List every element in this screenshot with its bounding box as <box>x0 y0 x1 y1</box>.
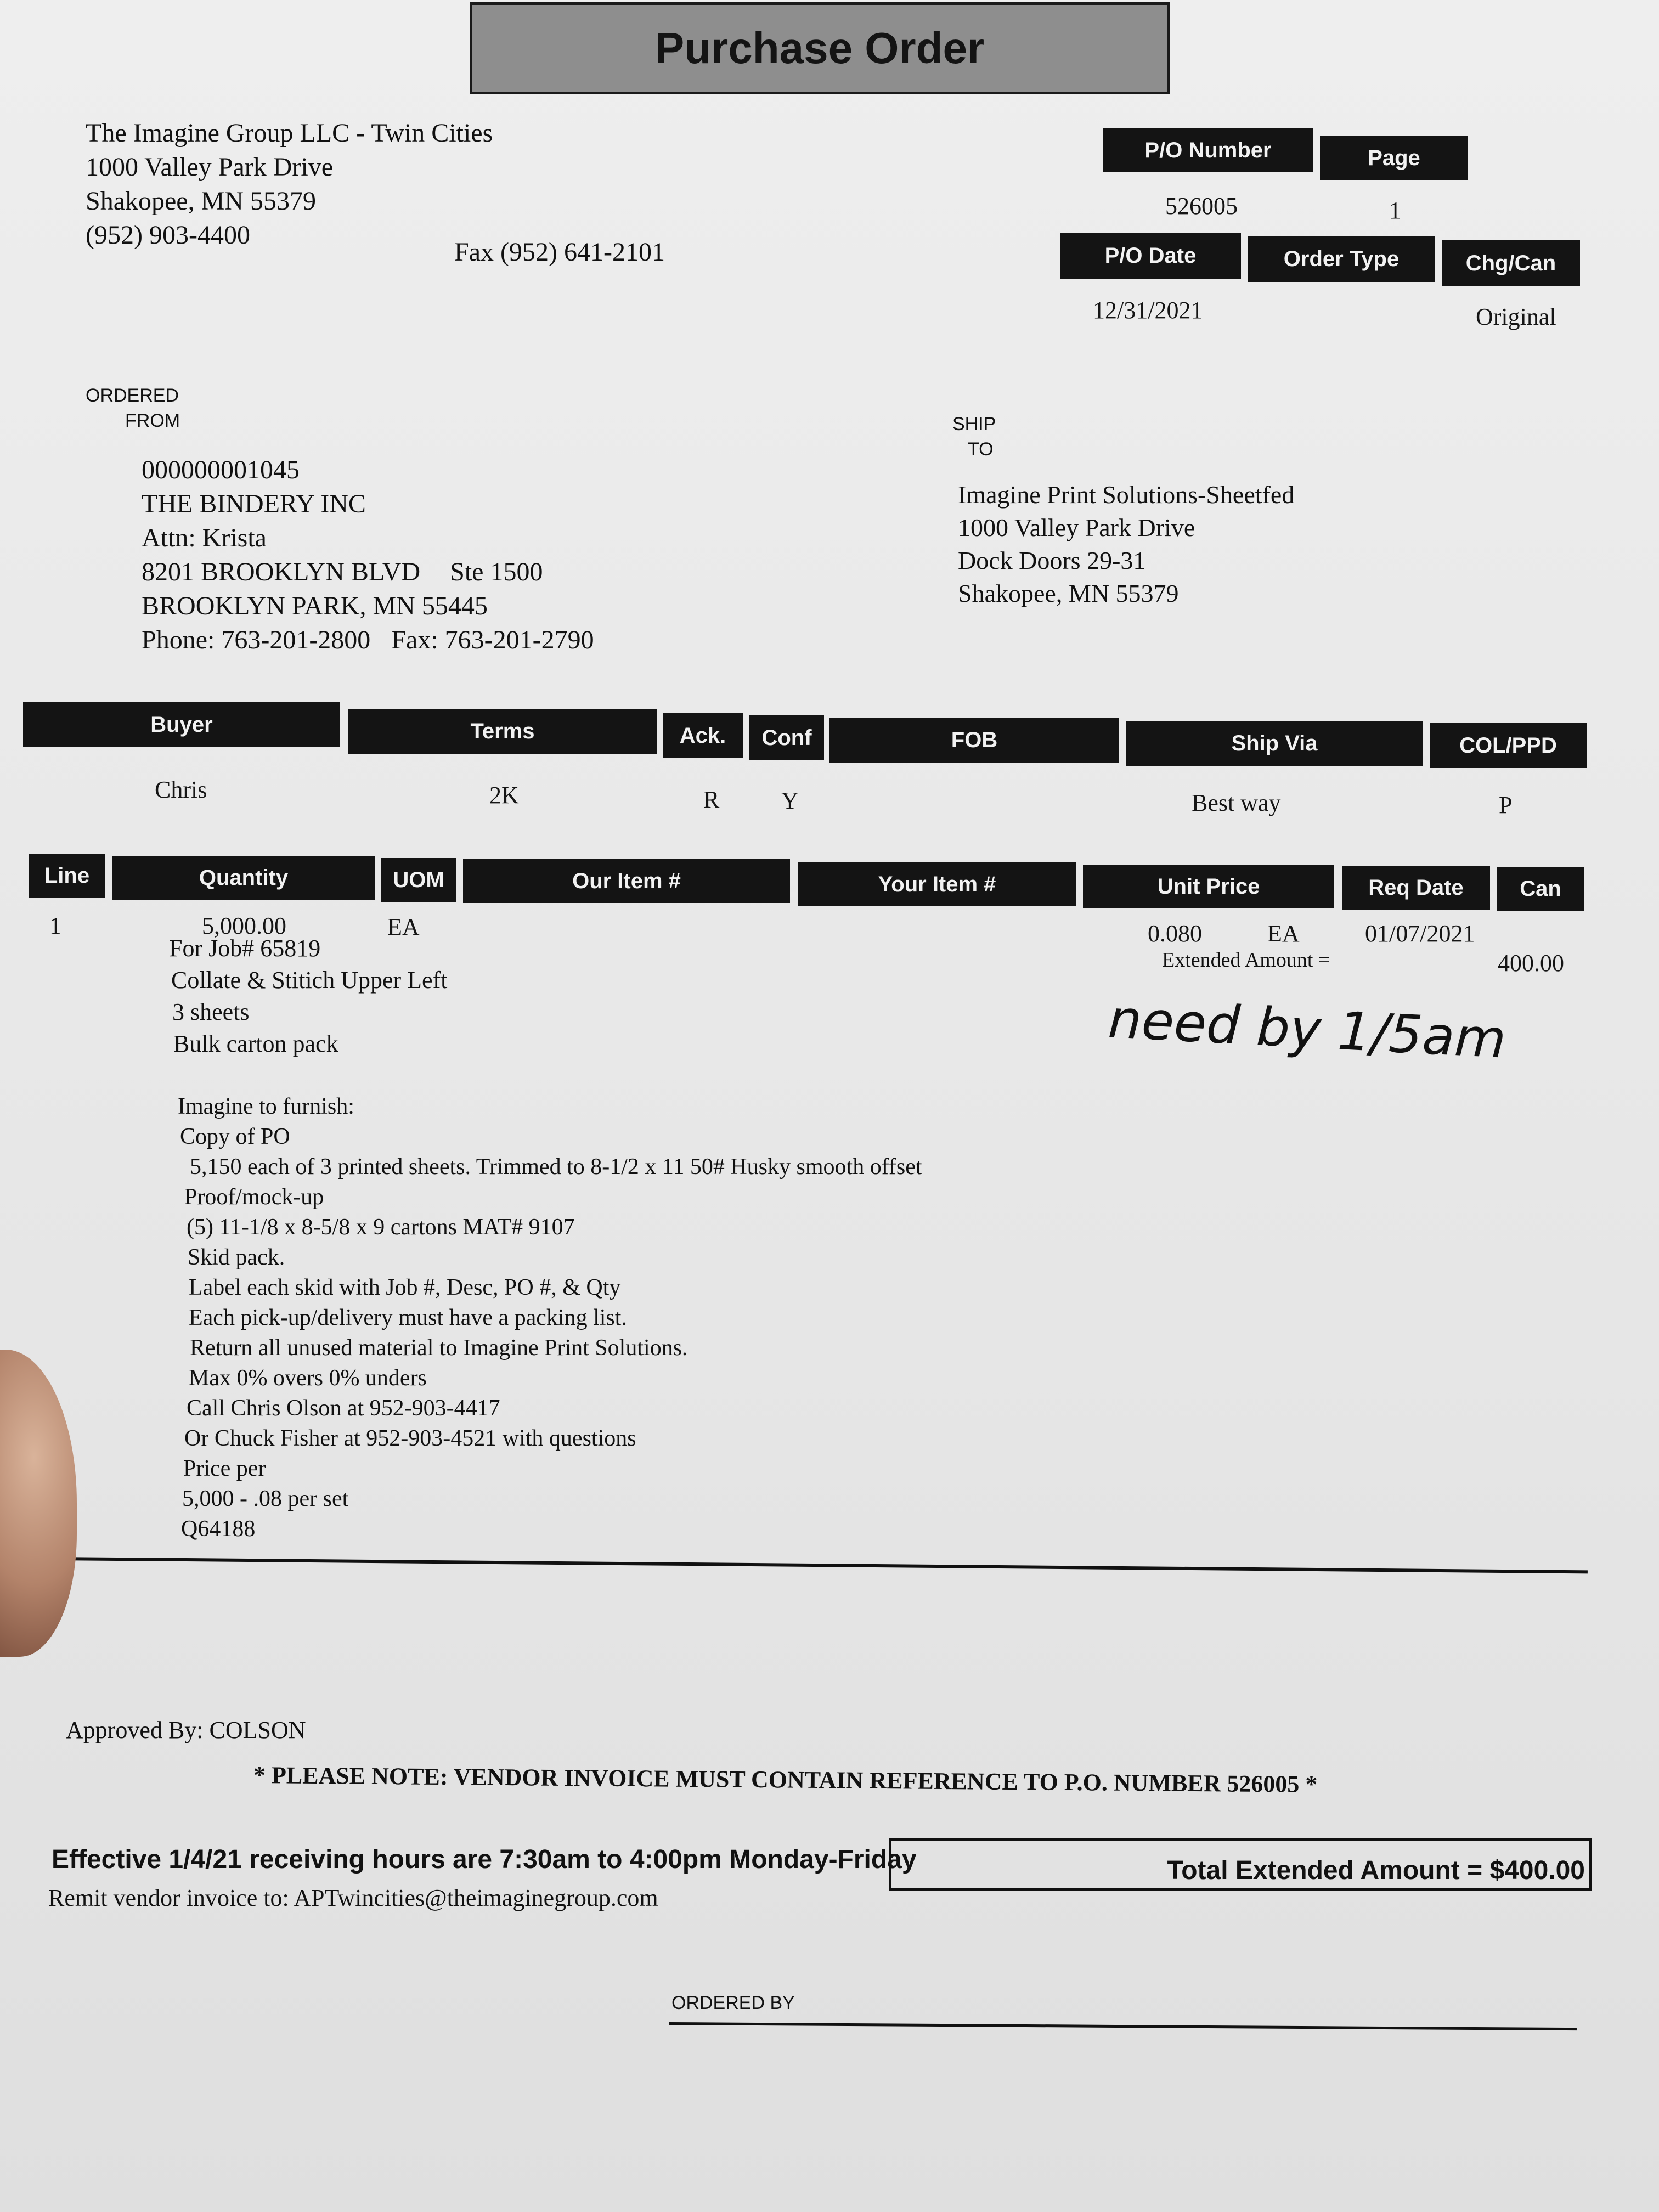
description-line: For Job# 65819 <box>169 935 321 962</box>
ship-to-city: Shakopee, MN 55379 <box>958 579 1179 607</box>
thumb-holding-paper <box>0 1350 77 1657</box>
ordered-label: ORDERED <box>86 385 179 406</box>
unit-price-header: Unit Price <box>1083 865 1334 909</box>
company-fax: Fax (952) 641-2101 <box>454 238 665 267</box>
furnish-line: 5,150 each of 3 printed sheets. Trimmed to 8-1/2 x 11 50# Husky smooth offset <box>190 1154 922 1180</box>
req-date-header: Req Date <box>1342 866 1490 910</box>
vendor-suite: Ste 1500 <box>450 557 543 586</box>
furnish-line: Copy of PO <box>180 1124 290 1149</box>
handwritten-note: need by 1/5am <box>1107 988 1508 1070</box>
vendor-attn: Attn: Krista <box>142 523 267 552</box>
furnish-line: 5,000 - .08 per set <box>182 1486 349 1511</box>
col-ppd-value: P <box>1499 792 1513 819</box>
furnish-line: Or Chuck Fisher at 952-903-4521 with questions <box>184 1426 636 1451</box>
furnish-line: (5) 11-1/8 x 8-5/8 x 9 cartons MAT# 9107 <box>187 1215 575 1240</box>
company-address <box>86 116 493 252</box>
vendor-city: BROOKLYN PARK, MN 55445 <box>142 591 488 620</box>
vendor-street-line <box>142 555 594 589</box>
conf-value: Y <box>781 787 799 814</box>
our-item-header: Our Item # <box>463 859 790 903</box>
buyer-value: Chris <box>155 776 207 803</box>
furnish-line: Each pick-up/delivery must have a packing list. <box>189 1305 627 1330</box>
ordered-by-label: ORDERED BY <box>672 1993 795 2013</box>
can-header: Can <box>1497 867 1584 911</box>
document-title: Purchase Order <box>470 2 1170 94</box>
buyer-header: Buyer <box>23 702 340 747</box>
total-extended-amount-text: Total Extended Amount = $400.00 <box>1167 1856 1585 1885</box>
description-line: 3 sheets <box>172 998 250 1025</box>
furnish-line: Max 0% overs 0% unders <box>189 1365 427 1391</box>
company-city: Shakopee, MN 55379 <box>86 187 316 216</box>
po-number-value: 526005 <box>1165 193 1238 219</box>
furnish-line: Return all unused material to Imagine Print Solutions. <box>190 1335 688 1361</box>
vendor-street: 8201 BROOKLYN BLVD <box>142 557 421 586</box>
company-name: The Imagine Group LLC - Twin Cities <box>86 119 493 148</box>
extended-amount-value: 400.00 <box>1498 950 1564 977</box>
approved-by: Approved By: COLSON <box>66 1717 306 1743</box>
ship-label: SHIP <box>952 414 996 435</box>
to-label: TO <box>968 439 994 460</box>
ship-to-street: 1000 Valley Park Drive <box>958 514 1195 541</box>
line-header: Line <box>29 854 105 898</box>
terms-header: Terms <box>348 709 657 754</box>
unit-price-value: 0.080 <box>1148 920 1202 947</box>
extended-amount-label: Extended Amount = <box>1162 949 1330 972</box>
total-extended-amount <box>889 1838 1592 1891</box>
order-type-header: Order Type <box>1248 236 1435 282</box>
line-items-divider <box>57 1557 1588 1573</box>
page-header: Page <box>1320 136 1468 180</box>
po-date-value: 12/31/2021 <box>1093 297 1203 324</box>
line-number: 1 <box>49 912 61 939</box>
company-street: 1000 Valley Park Drive <box>86 153 334 182</box>
chg-can-header: Chg/Can <box>1442 240 1580 286</box>
ship-to-name: Imagine Print Solutions-Sheetfed <box>958 481 1295 509</box>
your-item-header: Your Item # <box>798 862 1076 906</box>
terms-value: 2K <box>489 782 519 809</box>
quantity-header: Quantity <box>112 856 375 900</box>
furnish-line: Proof/mock-up <box>184 1184 324 1210</box>
from-label: FROM <box>125 410 180 431</box>
company-phone: (952) 903-4400 <box>86 221 250 250</box>
quantity-value: 5,000.00 <box>202 912 286 939</box>
furnish-line: Label each skid with Job #, Desc, PO #, & Qty <box>189 1275 621 1300</box>
description-block <box>169 933 447 1060</box>
page-value: 1 <box>1389 197 1401 224</box>
description-line: Bulk carton pack <box>173 1030 338 1057</box>
vendor-phone-line <box>142 623 594 657</box>
furnish-line: Imagine to furnish: <box>178 1094 354 1119</box>
furnish-line: Call Chris Olson at 952-903-4417 <box>187 1396 500 1421</box>
please-note: * PLEASE NOTE: VENDOR INVOICE MUST CONTAIN REFERENCE TO P.O. NUMBER 526005 * <box>253 1762 1318 1798</box>
vendor-phone: Phone: 763-201-2800 <box>142 625 371 654</box>
fob-header: FOB <box>830 718 1119 763</box>
ack-header: Ack. <box>663 713 743 758</box>
vendor-name: THE BINDERY INC <box>142 489 366 518</box>
req-date-value: 01/07/2021 <box>1365 920 1475 947</box>
vendor-fax: Fax: 763-201-2790 <box>391 625 594 654</box>
ship-via-value: Best way <box>1192 789 1281 816</box>
receiving-hours: Effective 1/4/21 receiving hours are 7:30am to 4:00pm Monday-Friday <box>52 1845 917 1874</box>
furnish-line: Q64188 <box>181 1516 256 1542</box>
uom-header: UOM <box>381 858 456 902</box>
price-uom-value: EA <box>1267 920 1300 947</box>
vendor-address <box>142 453 594 657</box>
po-date-header: P/O Date <box>1060 233 1241 279</box>
furnish-line: Price per <box>183 1456 266 1481</box>
chg-can-value: Original <box>1476 303 1556 330</box>
po-number-header: P/O Number <box>1103 128 1313 172</box>
ship-to-address <box>958 478 1294 610</box>
furnish-line: Skid pack. <box>188 1245 285 1270</box>
remit-email: Remit vendor invoice to: APTwincities@theimaginegroup.com <box>48 1884 658 1911</box>
description-line: Collate & Stitich Upper Left <box>171 967 448 994</box>
col-ppd-header: COL/PPD <box>1430 723 1587 768</box>
ack-value: R <box>703 786 720 813</box>
conf-header: Conf <box>749 715 824 760</box>
ordered-by-signature-line <box>669 2022 1577 2030</box>
ship-to-dock: Dock Doors 29-31 <box>958 546 1146 574</box>
uom-value: EA <box>387 913 420 940</box>
vendor-id: 000000001045 <box>142 455 300 484</box>
furnish-block <box>178 1092 922 1544</box>
ship-via-header: Ship Via <box>1126 721 1423 766</box>
